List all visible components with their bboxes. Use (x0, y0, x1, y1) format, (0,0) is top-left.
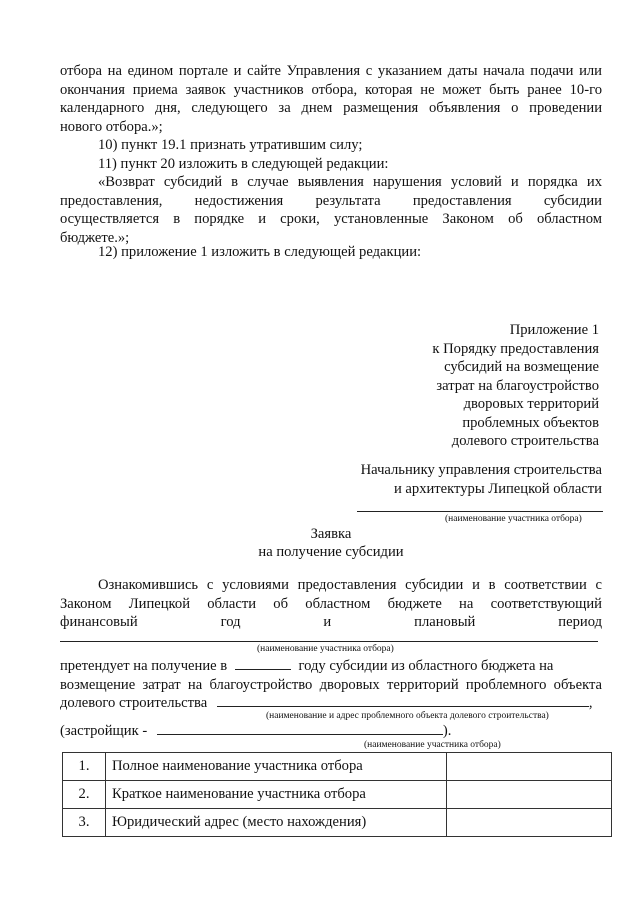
row-number: 2. (63, 781, 106, 809)
appendix-line: долевого строительства (451, 433, 599, 449)
addressee (302, 461, 602, 498)
application-body-line: Законом Липецкой области об областном бюджете на соответствующий (60, 595, 602, 612)
addressee-line: и архитектуры Липецкой области (393, 480, 602, 497)
table-row (63, 753, 612, 781)
row-label: Юридический адрес (место нахождения) (106, 809, 447, 837)
appendix-line: Приложение 1 (509, 322, 599, 338)
application-body-line: Ознакомившись с условиями предоставления субсидии и в соответствии с (98, 577, 602, 593)
participant-signature-line (357, 511, 603, 512)
appendix-line: дворовых территорий (463, 396, 599, 412)
claim-text: , (588, 695, 593, 711)
paragraph-line: бюджете.»; (60, 229, 130, 246)
row-label: Полное наименование участника отбора (106, 753, 447, 781)
application-subtitle: на получение субсидии (258, 544, 404, 560)
participant-info-table (62, 752, 612, 837)
row-label: Краткое наименование участника отбора (106, 781, 447, 809)
participant-caption: (наименование участника отбора) (257, 644, 394, 654)
row-number: 1. (63, 753, 106, 781)
row-number: 3. (63, 809, 106, 837)
developer-blank (157, 722, 443, 735)
paragraph-line: осуществляется в порядке и сроки, установленные Законом об областном (60, 211, 602, 227)
paragraph-line: календарного дня, следующего за днем размещения объявления о проведении (60, 100, 602, 116)
paragraph-line: отбора на едином портале и сайте Управления с указанием даты начала подачи или (60, 63, 602, 79)
object-blank (217, 694, 589, 707)
paragraph-line: окончания приема заявок участников отбора, которая не может быть ранее 10-го (60, 81, 602, 98)
appendix-line: субсидий на возмещение (444, 359, 599, 375)
claim-line (60, 694, 602, 713)
participant-name-line (60, 641, 598, 642)
appendix-line: затрат на благоустройство (436, 377, 599, 394)
claim-line: возмещение затрат на благоустройство дворовых территорий проблемного объекта (60, 676, 602, 693)
paragraph-line: нового отбора.»; (60, 118, 163, 135)
developer-text: ). (442, 723, 452, 739)
appendix-heading (339, 321, 599, 451)
object-caption: (наименование и адрес проблемного объекта долевого строительства) (266, 711, 549, 721)
table-row (63, 809, 612, 837)
developer-text: (застройщик - (60, 723, 148, 739)
row-value-cell[interactable] (447, 753, 612, 781)
paragraph-line: «Возврат субсидий в случае выявления нарушения условий и порядка их (98, 174, 602, 190)
claim-text: году субсидии из областного бюджета на (298, 658, 554, 674)
application-body-line: финансовый год и плановый период (60, 614, 602, 630)
application-title: Заявка (310, 526, 352, 542)
appendix-line: к Порядку предоставления (432, 340, 599, 357)
row-value-cell[interactable] (447, 809, 612, 837)
claim-line (60, 657, 602, 676)
developer-line (60, 722, 602, 741)
item-10: 10) пункт 19.1 признать утратившим силу; (98, 137, 363, 153)
year-blank (235, 657, 291, 670)
claim-text: претендует на получение в (60, 658, 228, 674)
addressee-line: Начальнику управления строительства (360, 462, 602, 478)
paragraph-line: предоставления, недостижения результата предоставления субсидии (60, 192, 602, 209)
row-value-cell[interactable] (447, 781, 612, 809)
claim-text: долевого строительства (60, 695, 208, 711)
table-row (63, 781, 612, 809)
participant-caption: (наименование участника отбора) (445, 514, 582, 524)
participant-caption: (наименование участника отбора) (364, 740, 501, 750)
item-11: 11) пункт 20 изложить в следующей редакции: (98, 155, 389, 172)
appendix-line: проблемных объектов (462, 414, 599, 431)
item-12: 12) приложение 1 изложить в следующей редакции: (98, 244, 422, 260)
